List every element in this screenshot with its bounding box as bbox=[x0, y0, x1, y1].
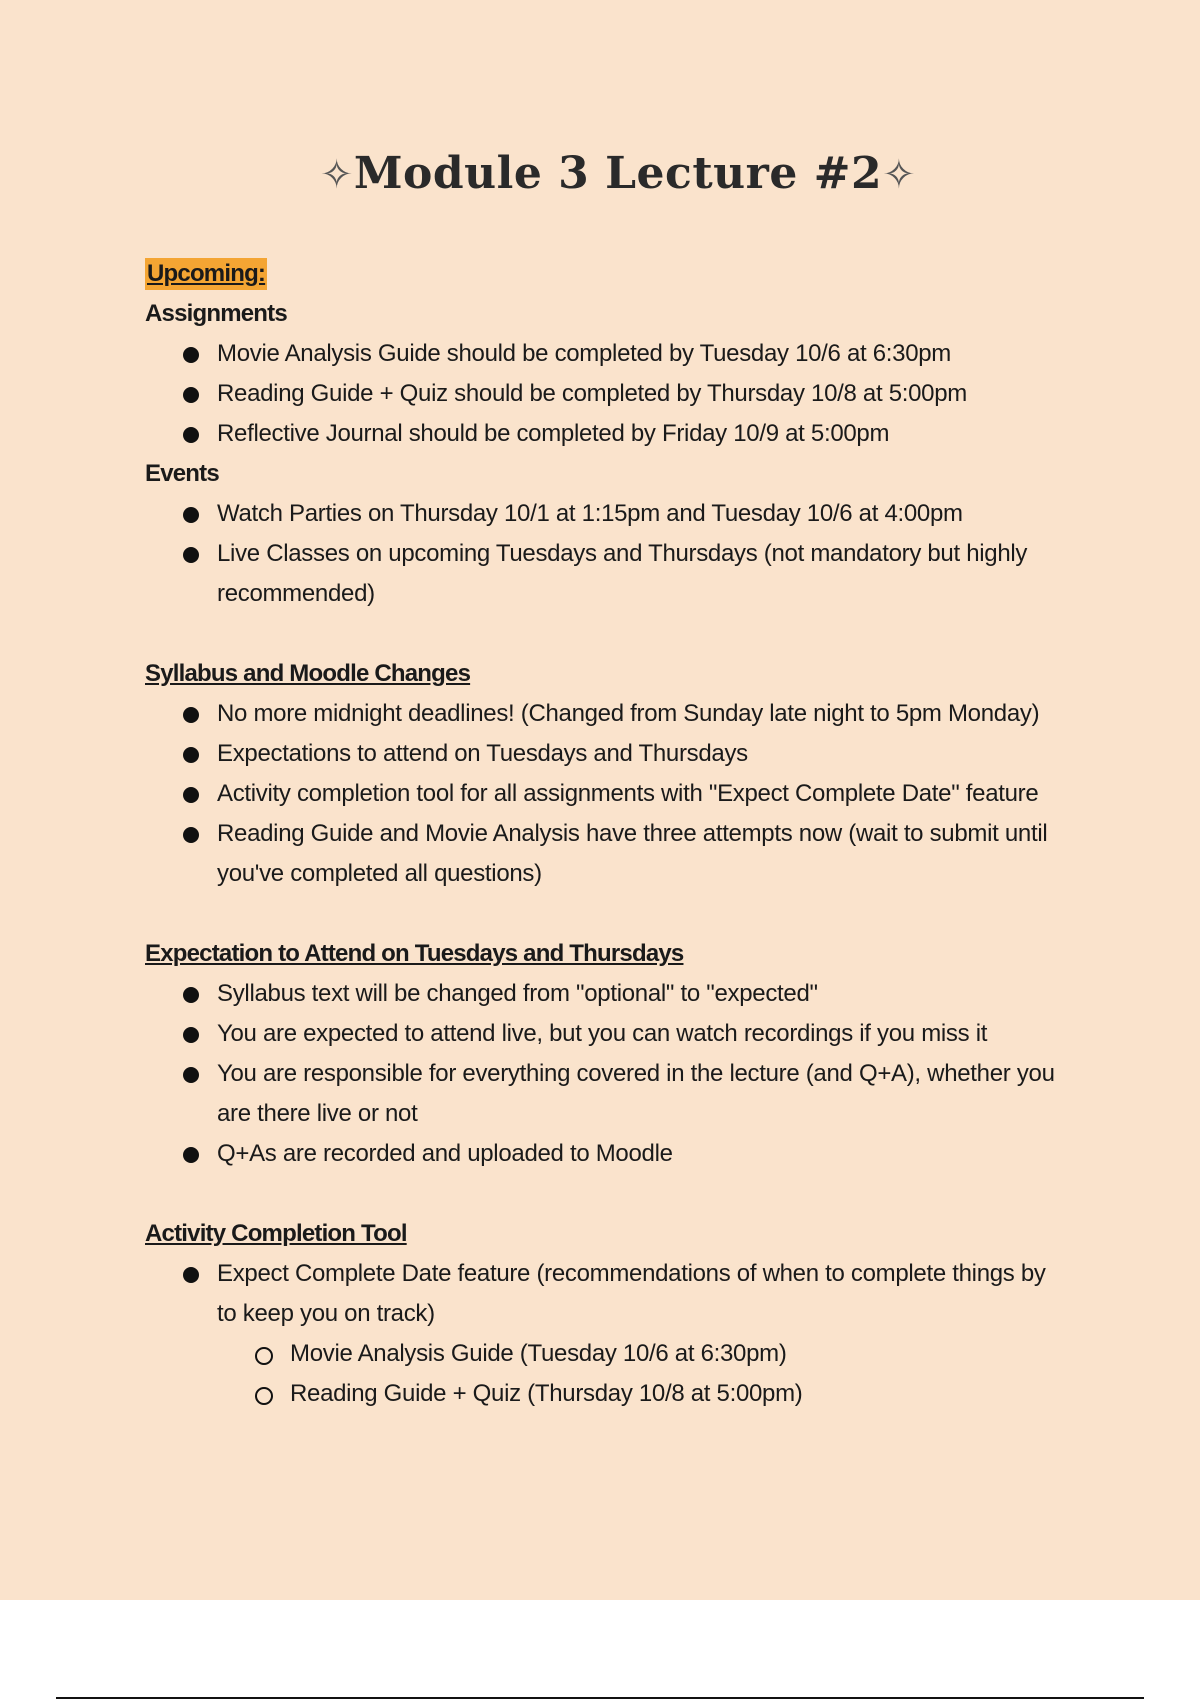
sparkle-icon-right: ✧ bbox=[882, 152, 917, 198]
list-item: Movie Analysis Guide should be completed by Tuesday 10/6 at 6:30pm bbox=[145, 334, 1065, 374]
activity-section bbox=[145, 1214, 1065, 1414]
sub-list-item: Reading Guide + Quiz (Thursday 10/8 at 5:00pm) bbox=[145, 1374, 1065, 1414]
section-heading: Expectation to Attend on Tuesdays and Thursdays bbox=[145, 940, 684, 967]
list-item: Reading Guide + Quiz should be completed by Thursday 10/8 at 5:00pm bbox=[145, 374, 1065, 414]
list-item: Watch Parties on Thursday 10/1 at 1:15pm and Tuesday 10/6 at 4:00pm bbox=[145, 494, 1065, 534]
list-item: Expect Complete Date feature (recommendations of when to complete things by to keep you on track) bbox=[145, 1254, 1065, 1334]
events-label: Events bbox=[145, 460, 219, 487]
upcoming-section bbox=[145, 254, 1065, 614]
list-item: Q+As are recorded and uploaded to Moodle bbox=[145, 1134, 1065, 1174]
expectation-list bbox=[145, 974, 1065, 1174]
list-item: Reading Guide and Movie Analysis have three attempts now (wait to submit until you've completed all questions) bbox=[145, 814, 1065, 894]
document-body bbox=[145, 254, 1065, 1414]
list-item: Expectations to attend on Tuesdays and Thursdays bbox=[145, 734, 1065, 774]
activity-list bbox=[145, 1254, 1065, 1414]
page-divider bbox=[56, 1697, 1144, 1699]
list-item: Live Classes on upcoming Tuesdays and Thursdays (not mandatory but highly recommended) bbox=[145, 534, 1065, 614]
assignments-label: Assignments bbox=[145, 300, 287, 327]
section-heading: Activity Completion Tool bbox=[145, 1220, 407, 1247]
section-heading: Syllabus and Moodle Changes bbox=[145, 660, 471, 687]
syllabus-list bbox=[145, 694, 1065, 894]
list-item: You are expected to attend live, but you can watch recordings if you miss it bbox=[145, 1014, 1065, 1054]
list-item: Reflective Journal should be completed by Friday 10/9 at 5:00pm bbox=[145, 414, 1065, 454]
list-item: Syllabus text will be changed from "optional" to "expected" bbox=[145, 974, 1065, 1014]
syllabus-section bbox=[145, 654, 1065, 894]
sparkle-icon-left: ✧ bbox=[319, 152, 354, 198]
assignments-list bbox=[145, 334, 1065, 454]
sub-list-item: Movie Analysis Guide (Tuesday 10/6 at 6:30pm) bbox=[145, 1334, 1065, 1374]
list-item: You are responsible for everything covered in the lecture (and Q+A), whether you are there live or not bbox=[145, 1054, 1065, 1134]
list-item: Activity completion tool for all assignments with "Expect Complete Date" feature bbox=[145, 774, 1065, 814]
title-text: Module 3 Lecture #2 bbox=[353, 148, 883, 199]
list-item: No more midnight deadlines! (Changed from Sunday late night to 5pm Monday) bbox=[145, 694, 1065, 734]
events-list bbox=[145, 494, 1065, 614]
expectation-section bbox=[145, 934, 1065, 1174]
page-title bbox=[0, 148, 1200, 199]
upcoming-label: Upcoming: bbox=[145, 258, 267, 290]
